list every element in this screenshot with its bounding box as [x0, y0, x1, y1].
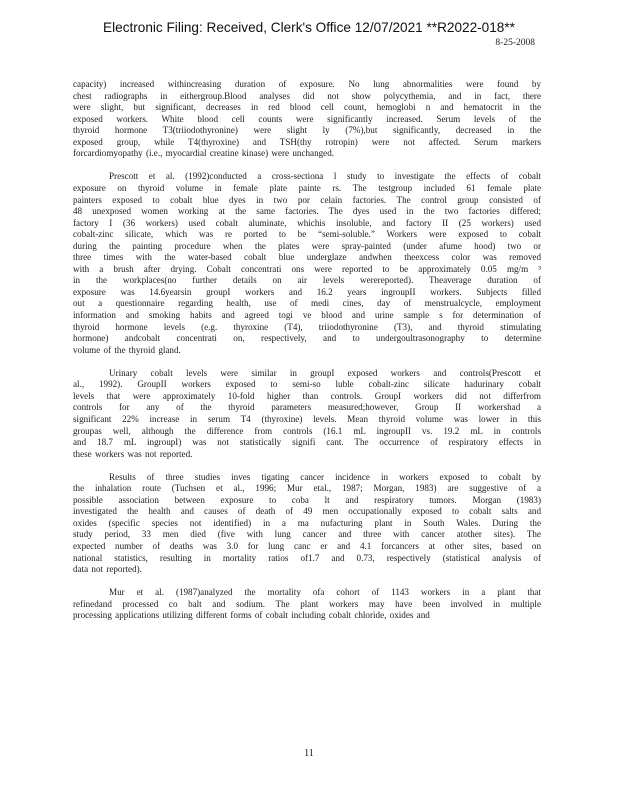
paragraph	[73, 368, 541, 460]
text-line: exposed group, while T4(thyroxine) and TSH(thy rotropin) were not affected. Serum markers	[73, 136, 541, 147]
text-line: exposed workers. White blood cell counts were significantly increased. Serum levels of the	[73, 113, 541, 124]
text-line: oxides (specific species not identified) in a ma nufacturing plant in South Wales. During the	[73, 517, 541, 528]
text-line: painters exposed to cobalt blue dyes in two por celain factories. The control group consisted of	[73, 194, 541, 205]
text-line: thyroid hormone levels (e.g. thyroxine (T4), triiodothyronine (T3), and thyroid stimulating	[73, 321, 541, 332]
text-line: significant 22% increase in serum T4 (thyroxine) levels. Mean thyroid volume was lower in this	[73, 413, 541, 424]
text-line: information and smoking habits and agreed togi ve blood and urine sample s for determination of	[73, 309, 541, 320]
text-line: and 18.7 mL ingroupI) was not statistically signifi cant. The occurrence of respiratory effects in	[73, 437, 541, 448]
text-line: forcardiomyopathy (i.e., myocardial creatine kinase) were unchanged.	[73, 148, 335, 159]
text-line: Results of three studies inves tigating cancer incidence in workers exposed to cobalt by	[109, 471, 541, 482]
text-line: were slight, but significant, decreases in red blood cell count, hemoglobi n and hematocrit in the	[73, 102, 541, 113]
text-line: in the workplaces(no further details on air levels werereported). Theaverage duration of	[73, 275, 541, 286]
text-line: groupas well, although the difference from controls (16.1 mL ingroupII vs. 19.2 mL in controls	[73, 425, 541, 436]
text-line: study period, 33 men died (five with lung cancer and three with cancer atother sites). The	[73, 529, 541, 540]
text-line: thyroid hormone T3(triiodothyronine) were slight ly (7%),but significantly, decreased in the	[73, 125, 541, 136]
text-line: Prescott et al. (1992)conducted a cross-sectiona l study to investigate the effects of cobalt	[109, 171, 541, 182]
text-line: the inhalation route (Tuchsen et al., 1996; Mur etal., 1987; Morgan, 1983) are suggestive of a	[73, 483, 541, 494]
text-line: 48 unexposed women working at the same factories. The dyes used in the two factories differed;	[73, 206, 541, 217]
text-line: Mur et al. (1987)analyzed the mortality ofa cohort of 1143 workers in a plant that	[109, 587, 541, 598]
text-line: levels that were approximately 10-fold higher than controls. GroupI workers did not differfrom	[73, 390, 541, 401]
text-line: exposure on thyroid volume in female plate painte rs. The testgroup included 61 female plate	[73, 182, 541, 193]
page-number: 11	[304, 748, 314, 759]
paragraph	[73, 79, 541, 160]
paragraph	[73, 472, 541, 576]
text-line: during the painting procedure when the plates were spray-painted (under afume hood) two or	[73, 240, 541, 251]
text-line: three times with the water-based cobalt blue underglaze andwhen theexcess color was removed	[73, 252, 541, 263]
text-line: factory I (36 workers) used cobalt aluminate, whichis insoluble, and factory II (25 workers) used	[73, 217, 541, 228]
text-line: exposure was 14.6yearsin groupI workers and 16.2 years ingroupII workers. Subjects filled	[73, 286, 541, 297]
text-line: refinedand processed co balt and sodium. The plant workers may have been involved in multiple	[73, 598, 541, 609]
text-line: cobalt-zinc silicate, which was re ported to be “semi-soluble.” Workers were exposed to cobalt	[73, 229, 541, 240]
text-line: out a questionnaire regarding health, use of medi cines, day of menstrualcycle, employment	[73, 298, 541, 309]
text-line: al., 1992). GroupII workers exposed to semi-so luble cobalt-zinc silicate hadurinary cobalt	[73, 379, 541, 390]
text-line: controls for any of the thyroid parameters measured;however, Group II workershad a	[73, 402, 541, 413]
text-line: processing applications utilizing different forms of cobalt including cobalt chloride, oxides and	[73, 610, 430, 621]
text-line: national statistics, resulting in mortality ratios of1.7 and 0.73, respectively (statistical analysis of	[73, 552, 541, 563]
text-line: investigated the health and causes of death of 49 men occupationally exposed to cobalt salts and	[73, 506, 541, 517]
text-line: with a brush after drying. Cobalt concentrati ons were reported to be approximately 0.05 mg/m ³	[73, 263, 541, 274]
text-line: hormone) andcobalt concentrati on, respectively, and to undergoultrasonography to determine	[73, 333, 541, 344]
paragraph	[73, 171, 541, 356]
paragraph	[73, 587, 541, 622]
document-body	[73, 79, 541, 633]
text-line: volume of the thyroid gland.	[73, 344, 181, 355]
text-line: expected number of deaths was 3.0 for lung canc er and 4.1 forcancers at other sites, based on	[73, 541, 541, 552]
text-line: these workers was not reported.	[73, 448, 193, 459]
text-line: data not reported).	[73, 564, 142, 575]
text-line: possible association between exposure to coba lt and respiratory tumors. Morgan (1983)	[73, 494, 541, 505]
text-line: chest radiographs in eithergroup.Blood analyses did not show polycythemia, and in fact, there	[73, 90, 541, 101]
text-line: capacity) increased withincreasing duration of exposure. No lung abnormalities were found by	[73, 79, 541, 89]
electronic-filing-header: Electronic Filing: Received, Clerk's Office 12/07/2021 **R2022-018**	[103, 20, 515, 35]
document-date: 8-25-2008	[495, 38, 535, 48]
text-line: Urinary cobalt levels were similar in groupI exposed workers and controls(Prescott et	[109, 367, 541, 378]
